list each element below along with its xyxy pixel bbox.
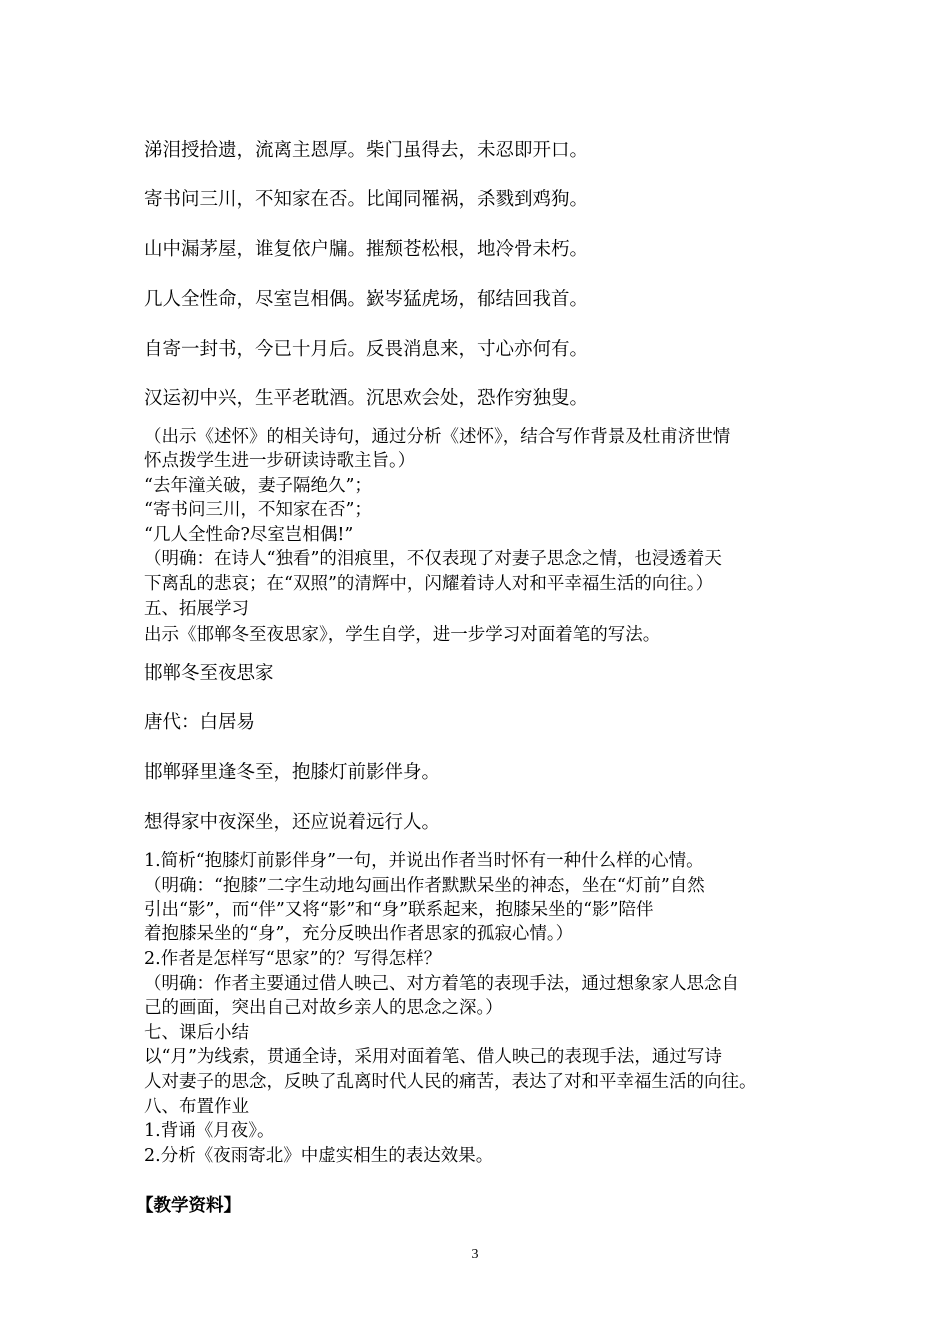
poem-line: 寄书问三川，不知家在否。比闻同罹祸，杀戮到鸡狗。 <box>144 189 589 210</box>
poem-title: 邯郸冬至夜思家 <box>144 663 274 684</box>
text-line: “几人全性命?尽室岂相偶!” <box>144 525 354 545</box>
question-line: 1.简析“抱膝灯前影伴身”一句，并说出作者当时怀有一种什么样的心情。 <box>144 851 704 871</box>
question-line: 2.作者是怎样写“思家”的？写得怎样？ <box>144 949 442 969</box>
section-label: 【教学资料】 <box>136 1196 241 1216</box>
text-line: （明确：在诗人“独看”的泪痕里，不仅表现了对妻子思念之情，也浸透着天 <box>144 549 722 569</box>
poem-line: 涕泪授拾遗，流离主恩厚。柴门虽得去，未忍即开口。 <box>144 140 589 161</box>
text-line: 引出“影”，而“伴”又将“影”和“身”联系起来，抱膝呆坐的“影”陪伴 <box>144 900 654 920</box>
text-line: （出示《述怀》的相关诗句，通过分析《述怀》，结合写作背景及杜甫济世情 <box>144 427 731 447</box>
text-line: 1.背诵《月夜》。 <box>144 1121 275 1141</box>
section-heading: 七、课后小结 <box>144 1023 249 1043</box>
section-heading: 八、布置作业 <box>144 1097 249 1117</box>
text-line: （明确：“抱膝”二字生动地勾画出作者默默呆坐的神态，坐在“灯前”自然 <box>144 876 705 896</box>
poem-line: 山中漏茅屋，谁复依户牖。摧颓苍松根，地冷骨未朽。 <box>144 239 589 260</box>
section-heading: 五、拓展学习 <box>144 599 249 619</box>
page-number: 3 <box>471 1247 479 1262</box>
text-line: 着抱膝呆坐的“身”，充分反映出作者思家的孤寂心情。） <box>144 924 574 944</box>
text-line: 怀点拨学生进一步研读诗歌主旨。） <box>144 451 416 471</box>
poem-line: 汉运初中兴，生平老耽酒。沉思欢会处，恐作穷独叟。 <box>144 388 589 409</box>
text-line: 2.分析《夜雨寄北》中虚实相生的表达效果。 <box>144 1146 494 1166</box>
text-line: （明确：作者主要通过借人映己、对方着笔的表现手法，通过想象家人思念自 <box>144 974 739 994</box>
poem-author: 唐代：白居易 <box>144 712 256 733</box>
poem-line: 自寄一封书，今已十月后。反畏消息来，寸心亦何有。 <box>144 339 589 360</box>
poem-line: 想得家中夜深坐，还应说着远行人。 <box>144 812 441 833</box>
text-line: 下离乱的悲哀；在“双照”的清辉中，闪耀着诗人对和平幸福生活的向往。） <box>144 574 714 594</box>
poem-line: 几人全性命，尽室岂相偶。嶔岑猛虎场，郁结回我首。 <box>144 289 589 310</box>
text-line: 人对妻子的思念，反映了乱离时代人民的痛苦，表达了对和平幸福生活的向往。 <box>144 1072 757 1092</box>
text-line: 出示《邯郸冬至夜思家》，学生自学，进一步学习对面着笔的写法。 <box>144 625 661 645</box>
text-line: “寄书问三川，不知家在否”； <box>144 500 372 520</box>
poem-line: 邯郸驿里逢冬至，抱膝灯前影伴身。 <box>144 762 441 783</box>
text-line: 以“月”为线索，贯通全诗，采用对面着笔、借人映己的表现手法，通过写诗 <box>144 1047 722 1067</box>
text-line: “去年潼关破，妻子隔绝久”； <box>144 476 372 496</box>
text-line: 己的画面，突出自己对故乡亲人的思念之深。） <box>144 998 503 1018</box>
